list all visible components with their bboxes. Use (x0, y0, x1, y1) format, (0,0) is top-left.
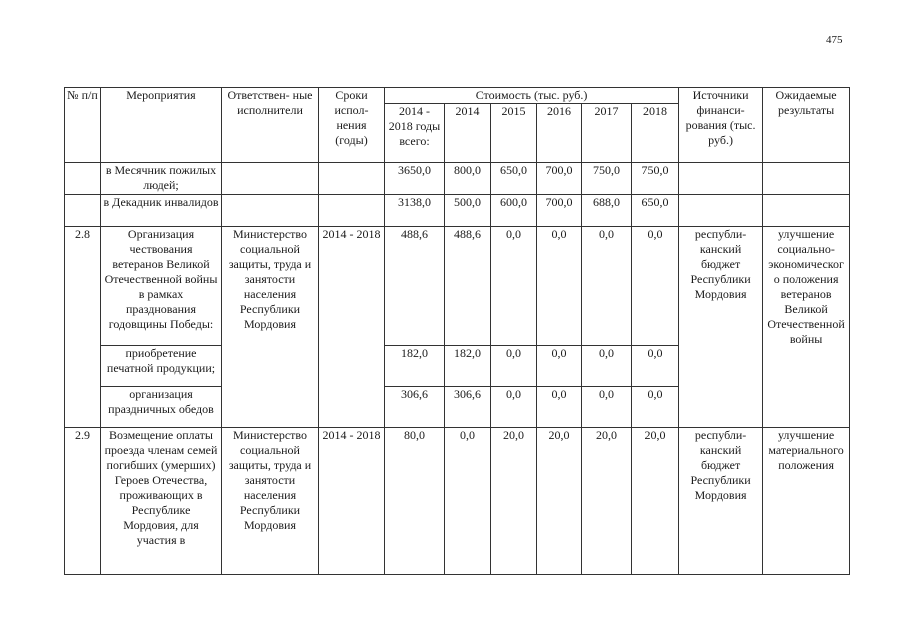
header-year: 2018 (632, 104, 679, 163)
row-num (65, 195, 101, 227)
row-terms: 2014 - 2018 (319, 227, 385, 428)
row-year-value: 306,6 (445, 387, 491, 428)
row-responsible: Министерство социальной защиты, труда и занятости населения Республики Мордовия (222, 428, 319, 575)
row-terms (319, 163, 385, 195)
header-num: № п/п (65, 88, 101, 163)
header-total: 2014 - 2018 годы всего: (385, 104, 445, 163)
row-year-value: 20,0 (537, 428, 582, 575)
row-terms (319, 195, 385, 227)
row-year-value: 0,0 (632, 387, 679, 428)
row-activity: организация праздничных обедов (101, 387, 222, 428)
row-activity: Возмещение оплаты проезда членам семей погибших (умерших) Героев Отечества, проживающих в Республике Мордовия, для участия в (101, 428, 222, 575)
row-year-value: 600,0 (491, 195, 537, 227)
row-year-value: 0,0 (582, 387, 632, 428)
header-year: 2014 (445, 104, 491, 163)
row-year-value: 0,0 (537, 387, 582, 428)
row-sources: республи- канский бюджет Республики Мордовия (679, 428, 763, 575)
header-year: 2017 (582, 104, 632, 163)
header-results: Ожидаемые результаты (763, 88, 850, 163)
row-responsible: Министерство социальной защиты, труда и занятости населения Республики Мордовия (222, 227, 319, 428)
row-year-value: 0,0 (632, 227, 679, 346)
row-total: 80,0 (385, 428, 445, 575)
row-year-value: 0,0 (632, 346, 679, 387)
row-results (763, 163, 850, 195)
row-activity: приобретение печатной продукции; (101, 346, 222, 387)
row-year-value: 700,0 (537, 163, 582, 195)
row-year-value: 0,0 (582, 346, 632, 387)
row-total: 3650,0 (385, 163, 445, 195)
row-activity: Организация чествования ветеранов Великой Отечественной войны в рамках празднования годовщины Победы: (101, 227, 222, 346)
row-year-value: 0,0 (445, 428, 491, 575)
program-activities-table (64, 87, 850, 575)
row-results: улучшение материального положения (763, 428, 850, 575)
row-year-value: 20,0 (491, 428, 537, 575)
row-sources (679, 195, 763, 227)
table-row (65, 163, 850, 195)
row-year-value: 650,0 (632, 195, 679, 227)
header-responsible: Ответствен- ные исполнители (222, 88, 319, 163)
row-year-value: 800,0 (445, 163, 491, 195)
row-year-value: 500,0 (445, 195, 491, 227)
row-responsible (222, 163, 319, 195)
header-terms: Сроки испол- нения (годы) (319, 88, 385, 163)
row-year-value: 0,0 (537, 346, 582, 387)
row-year-value: 0,0 (491, 387, 537, 428)
row-year-value: 750,0 (632, 163, 679, 195)
row-num: 2.9 (65, 428, 101, 575)
row-year-value: 20,0 (632, 428, 679, 575)
row-year-value: 700,0 (537, 195, 582, 227)
row-year-value: 488,6 (445, 227, 491, 346)
table-row-2-8 (65, 227, 850, 346)
table-row (65, 195, 850, 227)
header-sources: Источники финанси- рования (тыс. руб.) (679, 88, 763, 163)
row-total: 3138,0 (385, 195, 445, 227)
row-total: 488,6 (385, 227, 445, 346)
row-year-value: 750,0 (582, 163, 632, 195)
page-number: 475 (826, 34, 843, 46)
table-row-2-9 (65, 428, 850, 575)
row-num (65, 163, 101, 195)
row-sources: республи- канский бюджет Республики Мордовия (679, 227, 763, 428)
row-year-value: 0,0 (582, 227, 632, 346)
row-year-value: 0,0 (491, 227, 537, 346)
row-year-value: 0,0 (537, 227, 582, 346)
row-year-value: 20,0 (582, 428, 632, 575)
row-activity: в Декадник инвалидов (101, 195, 222, 227)
row-responsible (222, 195, 319, 227)
header-cost: Стоимость (тыс. руб.) (385, 88, 679, 104)
row-year-value: 0,0 (491, 346, 537, 387)
header-year: 2015 (491, 104, 537, 163)
header-row (65, 88, 850, 104)
header-activity: Мероприятия (101, 88, 222, 163)
row-total: 306,6 (385, 387, 445, 428)
row-year-value: 182,0 (445, 346, 491, 387)
header-year: 2016 (537, 104, 582, 163)
row-num: 2.8 (65, 227, 101, 428)
row-terms: 2014 - 2018 (319, 428, 385, 575)
row-results (763, 195, 850, 227)
row-total: 182,0 (385, 346, 445, 387)
row-year-value: 650,0 (491, 163, 537, 195)
row-year-value: 688,0 (582, 195, 632, 227)
row-sources (679, 163, 763, 195)
row-results: улучшение социально- экономическог о положения ветеранов Великой Отечественной войны (763, 227, 850, 428)
row-activity: в Месячник пожилых людей; (101, 163, 222, 195)
